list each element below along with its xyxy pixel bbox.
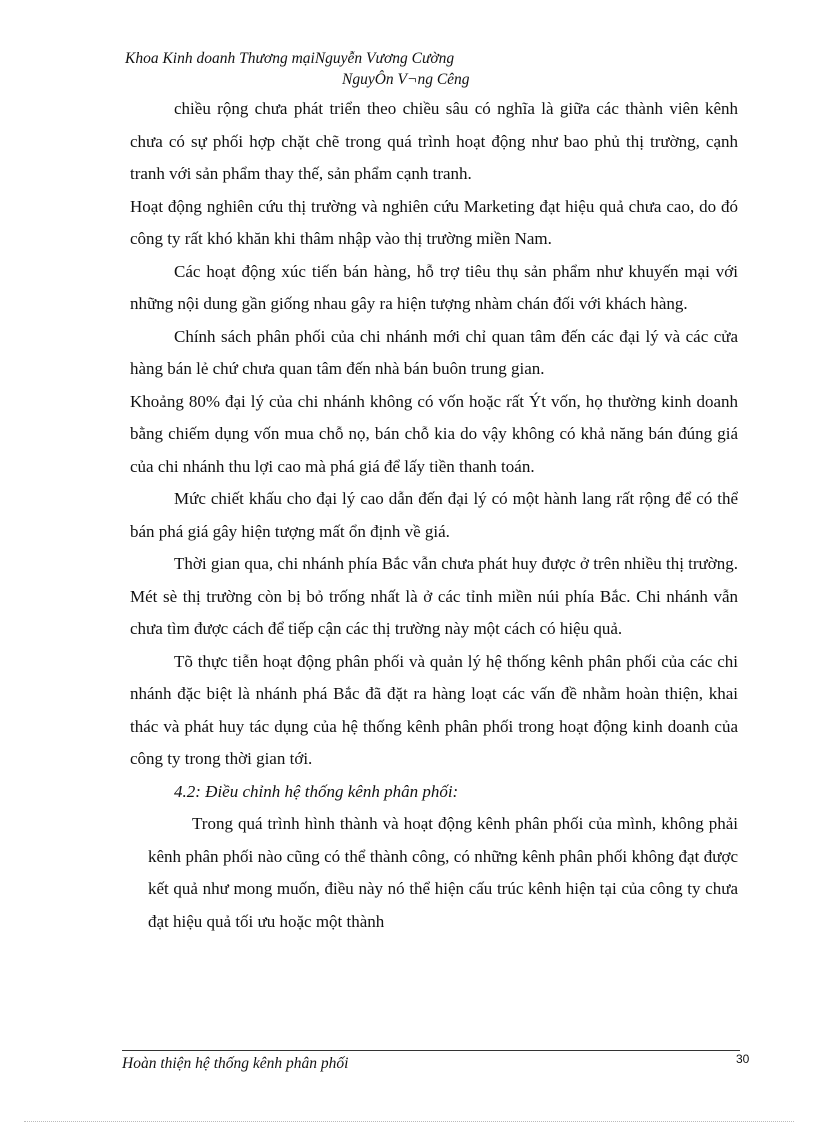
footer-rule	[122, 1050, 740, 1051]
paragraph-2: Hoạt động nghiên cứu thị trường và nghiên cứu Marketing đạt hiệu quả chưa cao, do đó công ty rất khó khăn khi thâm nhập vào thị trường miền Nam.	[130, 196, 738, 248]
header-line-2: NguyÔn V¬ng Cêng	[342, 71, 470, 88]
paragraph-3: Các hoạt động xúc tiến bán hàng, hỗ trợ tiêu thụ sản phẩm như khuyến mại với những nội dung gần giống nhau gây ra hiện tượng nhàm chán đối với khách hàng.	[130, 261, 738, 313]
footer-title: Hoàn thiện hệ thống kênh phân phối	[122, 1055, 349, 1072]
page-number: 30	[736, 1052, 750, 1066]
document-body	[130, 93, 738, 938]
paragraph-7: Thời gian qua, chi nhánh phía Bắc vẫn chưa phát huy được ở trên nhiều thị trường. Mét sè thị trường còn bị bỏ trống nhất là ở các tỉnh miền núi phía Bắc. Chi nhánh vẫn chưa tìm được cách để tiếp cận các thị trường này một cách có hiệu quả.	[130, 554, 739, 638]
paragraph-5: Khoảng 80% đại lý của chi nhánh không có vốn hoặc rất Ýt vốn, họ thường kinh doanh bằng chiếm dụng vốn mua chỗ nọ, bán chỗ kia do vậy không có khả năng bán đúng giá của chi nhánh thu lợi cao mà phá giá để lấy tiền thanh toán.	[130, 391, 738, 476]
paragraph-8: Tõ thực tiễn hoạt động phân phối và quản lý hệ thống kênh phân phối của các chi nhánh đặc biệt là nhánh phá Bắc đã đặt ra hàng loạt các vấn đề nhằm hoàn thiện, khai thác và phát huy tác dụng của hệ thống kênh phân phối trong hoạt động kinh doanh của công ty trong thời gian tới.	[130, 651, 738, 768]
section-heading: 4.2: Điều chỉnh hệ thống kênh phân phối:	[174, 781, 459, 801]
paragraph-1: chiều rộng chưa phát triển theo chiều sâu có nghĩa là giữa các thành viên kênh chưa có sự phối hợp chặt chẽ trong quá trình hoạt động như bao phủ thị trường, cạnh tranh với sản phẩm thay thế, sản phẩm cạnh tranh.	[130, 99, 738, 183]
paragraph-6: Mức chiết khấu cho đại lý cao dẫn đến đại lý có một hành lang rất rộng để có thể bán phá giá gây hiện tượng mất ổn định về giá.	[130, 489, 738, 541]
paragraph-4: Chính sách phân phối của chi nhánh mới chỉ quan tâm đến các đại lý và các cửa hàng bán lẻ chứ chưa quan tâm đến nhà bán buôn trung gian.	[130, 326, 738, 378]
page-bottom-divider	[24, 1121, 794, 1122]
header-line-1: Khoa Kinh doanh Thương mạiNguyễn Vương Cường	[125, 50, 455, 67]
paragraph-9: Trong quá trình hình thành và hoạt động kênh phân phối của mình, không phải kênh phân phối nào cũng có thể thành công, có những kênh phân phối không đạt được kết quả như mong muốn, điều này nó thể hiện cấu trúc kênh hiện tại của công ty chưa đạt hiệu quả tối ưu hoặc một thành	[148, 814, 738, 931]
